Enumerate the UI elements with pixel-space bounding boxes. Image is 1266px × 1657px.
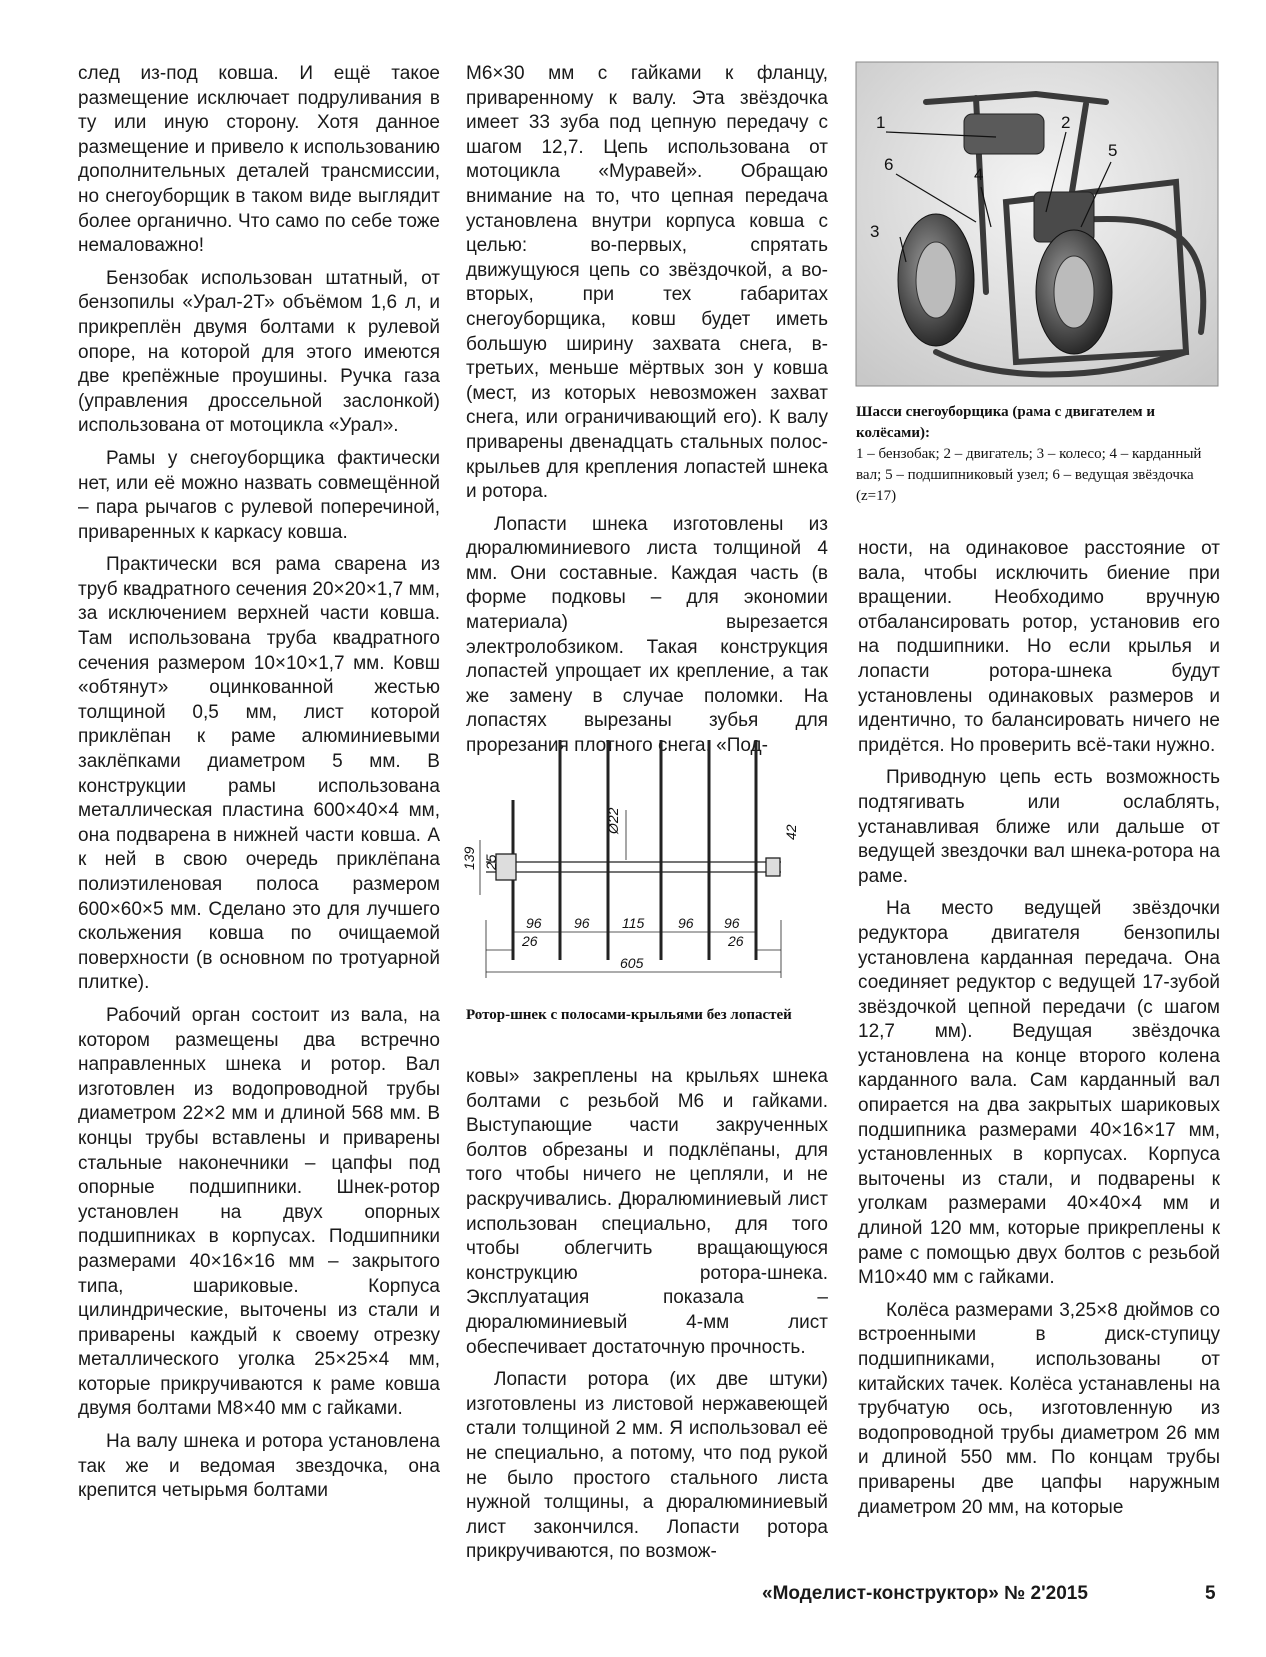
bearing-right [766, 858, 780, 876]
paragraph: На валу шнека и ротора установлена так же и ведомая звездочка, она крепится четырьмя болтами [78, 1431, 440, 1502]
dim-label-96: 96 [526, 915, 542, 931]
dim-label-96: 96 [574, 915, 590, 931]
rotor-caption [466, 1005, 828, 1026]
photo-caption-legend: 1 – бензобак; 2 – двигатель; 3 – колесо; 4 – карданный вал; 5 – подшипниковый узел; 6 – ведущая звёздочка (z=17) [856, 446, 1202, 504]
paragraph: Лопасти ротора (их две штуки) изготовлены из листовой нержавеющей стали толщиной 2 мм. Я использовал её не специально, а потому, что под рукой не было простого стального листа нужной толщины, а дюралюминиевый лист закончился. Лопасти ротора прикручиваются, по возмож- [466, 1369, 828, 1563]
dim-label-139: 139 [461, 846, 477, 870]
paragraph: М6×30 мм с гайками к фланцу, приваренному к валу. Эта звёздочка имеет 33 зуба под цепную передачу с шагом 12,7. Цепь использована от мотоцикла «Муравей». Обращаю внимание на то, что цепная передача установлена внутри корпуса ковша с целью: во-первых, спрятать движущуюся цепь со звёздочкой, а во-вторых, при тех габаритах снегоуборщика, ковш будет иметь большую ширину захвата снега, в-третьих, меньше мёртвых зон у ковша (мест, из которых невозможен захват снега, или ограничивающий его). К валу приварены двенадцать стальных полос-крыльев для крепления лопастей шнека и ротора. [466, 63, 828, 503]
paragraph: Рабочий орган состоит из вала, на котором размещены два встречно направленных шнека и ротор. Вал изготовлен из водопроводной трубы диаметром 22×2 мм и длиной 568 мм. В концы трубы вставлены и приварены стальные наконечники – цапфы под опорные подшипники. Шнек-ротор установлен на двух опорных подшипниках в корпусах. Подшипники размерами 40×16×16 мм – закрытого типа, шариковые. Корпуса цилиндрические, выточены из стали и приварены каждый к своему отрезку металлического уголка 25×25×4 мм, которые прикручиваются к раме ковша двумя болтами М8×40 мм с гайками. [78, 1004, 440, 1420]
magazine-title: «Моделист-конструктор» № 2'2015 [762, 1583, 1088, 1604]
text-column-1 [78, 62, 440, 1512]
paragraph: Лопасти шнека изготовлены из дюралюминиевого листа толщиной 4 мм. Они составные. Каждая часть (в форме подковы – для экономии материала) вырезается электролобзиком. Такая конструкция лопастей упрощает их крепление, а так же замену в случае поломки. На лопастях вырезаны зубья для прорезания плотного снега. «Под- [466, 513, 828, 757]
text-column-2-top [466, 62, 828, 767]
flange-left [496, 854, 516, 880]
dim-label-25: 25 [483, 854, 499, 870]
text-column-3 [858, 537, 1220, 1528]
dim-label-42: 42 [783, 824, 799, 840]
photo-label-3: 3 [870, 222, 880, 241]
photo-label-5: 5 [1108, 141, 1118, 160]
paragraph: ности, на одинаковое расстояние от вала, чтобы исключить биение при вращении. Необходимо вручную отбалансировать ротор, установив его на подшипники. Но если крылья и лопасти ротора-шнека будут установлены одинаковых размеров и идентично, то балансировать ничего не придётся. Но проверить всё-таки нужно. [858, 538, 1220, 756]
rotor-caption-text: Ротор-шнек с полосами-крыльями без лопастей [466, 1007, 792, 1023]
fuel-tank [964, 114, 1044, 154]
dim-label-605: 605 [620, 955, 644, 971]
paragraph: Рамы у снегоуборщика фактически нет, или её можно назвать совмещённой – пара рычагов с рулевой поперечиной, приваренных к каркасу ковша. [78, 447, 440, 543]
photo-caption-title: Шасси снегоуборщика (рама с двигателем и колёсами): [856, 404, 1155, 441]
photo-label-2: 2 [1061, 113, 1071, 132]
dim-label-96: 96 [724, 915, 740, 931]
dim-label-26: 26 [522, 933, 538, 949]
photo-label-6: 6 [884, 155, 894, 174]
photo-caption [856, 402, 1218, 507]
paragraph: ковы» закреплены на крыльях шнека болтами с резьбой М6 и гайками. Выступающие части закрученных болтов обрезаны и подклёпаны, для того чтобы ничего не цепляли, и не раскручивались. Дюралюминиевый лист использован специально, для того чтобы облегчить вращающуюся конструкцию ротора-шнека. Эксплуатация показала – дюралюминиевый 4-мм лист обеспечивает достаточную прочность. [466, 1066, 828, 1358]
dim-label-96: 96 [678, 915, 694, 931]
rotor-drawing-svg [461, 800, 828, 1000]
page-number: 5 [1205, 1583, 1216, 1604]
wheel-right-hub [1054, 256, 1094, 328]
rotor-drawing [461, 800, 828, 1000]
dim-label-115: 115 [622, 915, 645, 931]
photo-label-4: 4 [974, 165, 984, 184]
paragraph: Бензобак использован штатный, от бензопилы «Урал-2Т» объёмом 1,6 л, и прикреплён двумя болтами к рулевой опоре, на которой для этого имеются две крепёжные проушины. Ручка газа (управления дроссельной заслонкой) использована от мотоцикла «Урал». [78, 267, 440, 437]
paragraph: На место ведущей звёздочки редуктора двигателя бензопилы установлена карданная передача. Она соединяет редуктор с ведущей 17-зубой звёздочкой цепной передачи (с шагом 12,7 мм). Ведущая звёздочка установлена на конце второго колена карданного вала. Сам карданный вал опирается на два закрытых шариковых подшипника размерами 40×16×17 мм, установленных в корпусах. Корпуса выточены из стали, и подварены к уголкам размерами 40×40×4 мм и длиной 120 мм, которые прикреплены к раме с помощью двух болтов с резьбой М10×40 мм с гайками. [858, 898, 1220, 1289]
dim-label-d22: Ø22 [605, 807, 621, 834]
text-column-2-bottom [466, 1065, 828, 1573]
photo-label-1: 1 [876, 113, 886, 132]
paragraph: Приводную цепь есть возможность подтягивать или ослаблять, устанавливая ближе или дальше от ведущей звездочки вал шнека-ротора на раме. [858, 767, 1220, 887]
page-footer [0, 1583, 1266, 1613]
paragraph: Практически вся рама сварена из труб квадратного сечения 20×20×1,7 мм, за исключением верхней части ковша. Там использована труба квадратного сечения размером 10×10×1,7 мм. Ковш «обтянут» оцинкованной жестью толщиной 0,5 мм, лист которой приклёпан к раме алюминиевыми заклёпками диаметром 5 мм. В конструкции рамы использована металлическая пластина 600×40×4 мм, она подварена в нижней части ковша. А к ней в свою очередь приклёпана полиэтиленовая полоса размером 600×60×5 мм. Сделано это для лучшего скольжения ковша по очищаемой поверхности (в основном по тротуарной плитке). [78, 554, 440, 994]
chassis-photo [856, 62, 1218, 386]
paragraph: Колёса размерами 3,25×8 дюймов со встроенными в диск-ступицу подшипниками, использованы от китайских тачек. Колёса устанавлены на трубчатую ось, изготовленную из водопроводной трубы диаметром 26 мм и длиной 550 мм. По концам трубы приварены две цапфы наружным диаметром 20 мм, на которые [858, 1299, 1220, 1518]
dim-label-26: 26 [728, 933, 744, 949]
paragraph: след из-под ковша. И ещё такое размещение исключает подруливания в ту или иную сторону. Хотя данное размещение и привело к использованию дополнительных деталей трансмиссии, но снегоуборщик в таком виде выглядит более органично. Что само по себе тоже немаловажно! [78, 63, 440, 257]
chassis-photo-svg [856, 62, 1218, 386]
wheel-left-hub [916, 242, 956, 318]
